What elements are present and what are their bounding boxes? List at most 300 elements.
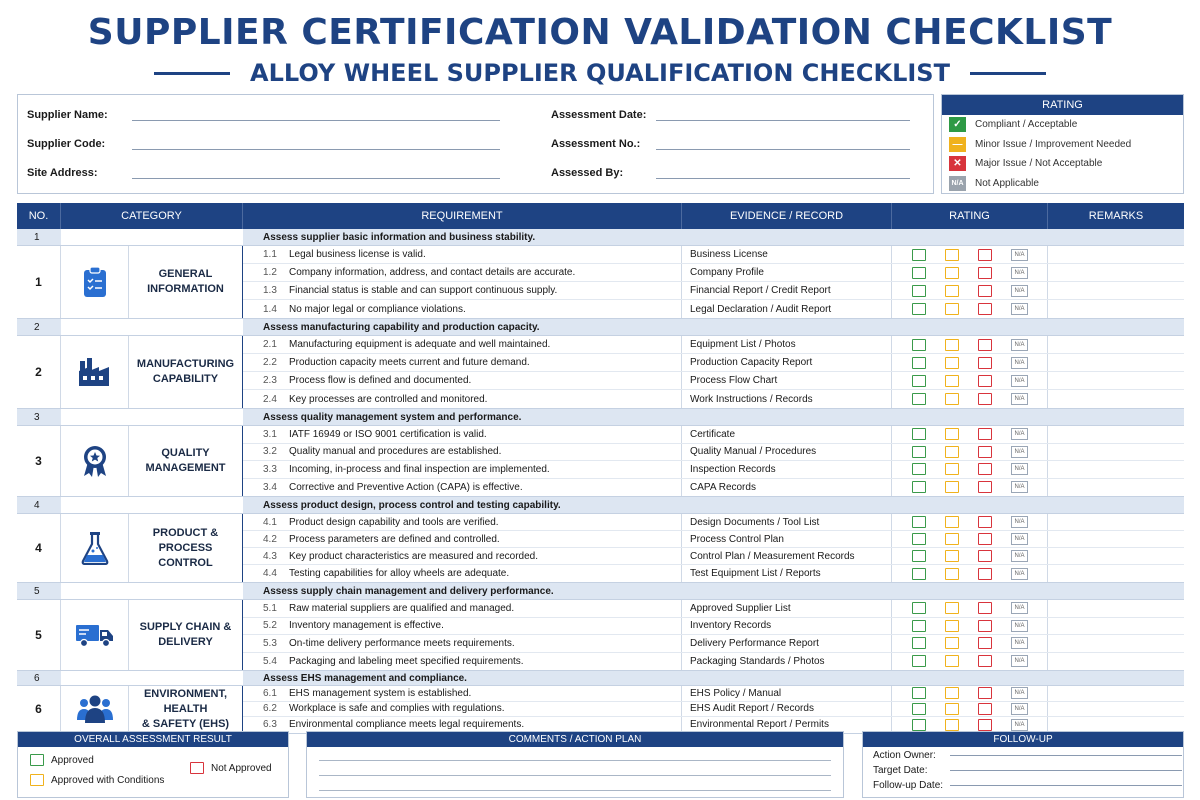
award-ribbon-icon <box>61 426 129 496</box>
rating-cell <box>892 336 1048 353</box>
rating-cell <box>892 282 1048 299</box>
requirement-cell <box>243 390 682 408</box>
requirement-text: Testing capabilities for alloy wheels are adequate. <box>289 568 510 579</box>
requirement-number: 1.3 <box>263 285 277 296</box>
rating-cell <box>892 372 1048 389</box>
rating-minor-checkbox[interactable] <box>945 533 959 545</box>
requirement-number: 3.1 <box>263 428 277 440</box>
requirement-text: Inventory management is effective. <box>289 620 444 632</box>
requirement-number: 2.3 <box>263 375 277 386</box>
table-row <box>243 300 1184 318</box>
evidence-cell: EHS Audit Report / Records <box>682 702 892 717</box>
requirement-text: Product design capability and tools are verified. <box>289 516 499 528</box>
rating-na-checkbox[interactable]: N/A <box>1011 516 1028 528</box>
supplier-code-field[interactable] <box>27 138 500 150</box>
section-number: 1 <box>34 231 40 243</box>
rating-compliant-checkbox[interactable] <box>912 267 926 279</box>
rating-na-checkbox[interactable]: N/A <box>1011 267 1028 279</box>
not-approved-option[interactable] <box>190 762 272 774</box>
assessment-no-field[interactable] <box>551 138 910 150</box>
table-row <box>243 354 1184 372</box>
category-line: MANAGEMENT <box>145 462 226 474</box>
section-header <box>17 671 1184 686</box>
section-number-cell: 6 <box>17 686 61 733</box>
legend-item <box>942 135 1183 155</box>
rating-cell <box>892 264 1048 281</box>
section-header-blank <box>61 319 243 335</box>
requirement-text: Key processes are controlled and monitored. <box>289 393 488 405</box>
target-date-label: Target Date: <box>873 765 928 776</box>
rating-minor-checkbox[interactable] <box>945 267 959 279</box>
comment-line[interactable] <box>319 775 831 776</box>
table-row <box>243 600 1184 618</box>
requirement-cell <box>243 702 682 717</box>
rating-na-checkbox[interactable]: N/A <box>1011 620 1028 632</box>
requirement-number: 3.2 <box>263 446 277 458</box>
requirement-text: Workplace is safe and complies with regulations. <box>289 703 505 715</box>
requirement-number: 1.1 <box>263 249 277 260</box>
section-header <box>17 319 1184 336</box>
requirement-cell <box>243 444 682 461</box>
requirement-cell <box>243 300 682 318</box>
rating-compliant-checkbox[interactable] <box>912 357 926 369</box>
rating-minor-checkbox[interactable] <box>945 481 959 493</box>
rating-major-checkbox[interactable] <box>978 393 992 405</box>
evidence-cell: Company Profile <box>682 264 892 281</box>
rating-cell <box>892 514 1048 530</box>
rating-major-checkbox[interactable] <box>978 533 992 545</box>
approved-checkbox[interactable] <box>30 754 44 766</box>
requirement-number: 2.1 <box>263 339 277 350</box>
rating-compliant-checkbox[interactable] <box>912 463 926 475</box>
rating-minor-checkbox[interactable] <box>945 446 959 458</box>
section-body <box>17 686 1184 734</box>
rating-compliant-checkbox[interactable] <box>912 550 926 562</box>
rating-compliant-checkbox[interactable] <box>912 719 926 731</box>
requirement-cell <box>243 354 682 371</box>
rating-minor-checkbox[interactable] <box>945 703 959 715</box>
requirement-text: No major legal or compliance violations. <box>289 303 466 315</box>
rating-compliant-checkbox[interactable] <box>912 602 926 614</box>
target-date-line[interactable] <box>950 770 1182 771</box>
rating-major-checkbox[interactable] <box>978 267 992 279</box>
rating-major-checkbox[interactable] <box>978 687 992 699</box>
rating-compliant-checkbox[interactable] <box>912 687 926 699</box>
evidence-cell: Approved Supplier List <box>682 600 892 617</box>
requirement-rows <box>243 426 1184 496</box>
requirement-text: Process flow is defined and documented. <box>289 375 472 386</box>
rating-cell <box>892 461 1048 478</box>
table-row <box>243 390 1184 408</box>
requirement-cell <box>243 426 682 443</box>
table-row <box>243 479 1184 497</box>
table-row <box>243 372 1184 390</box>
rating-compliant-checkbox[interactable] <box>912 481 926 493</box>
rating-cell <box>892 548 1048 564</box>
section-header-blank <box>61 583 243 599</box>
site-address-label: Site Address: <box>27 167 98 179</box>
approved-option[interactable] <box>30 754 94 766</box>
supplier-code-line[interactable] <box>132 149 500 150</box>
action-owner-line[interactable] <box>950 755 1182 756</box>
rating-major-checkbox[interactable] <box>978 620 992 632</box>
comment-line[interactable] <box>319 760 831 761</box>
rating-cell <box>892 246 1048 263</box>
category-cell <box>129 426 243 496</box>
requirement-cell <box>243 686 682 701</box>
rating-major-checkbox[interactable] <box>978 285 992 297</box>
category-cell <box>129 514 243 582</box>
section-header <box>17 583 1184 600</box>
rating-minor-checkbox[interactable] <box>945 687 959 699</box>
requirement-cell <box>243 635 682 652</box>
evidence-cell: Process Control Plan <box>682 531 892 547</box>
rating-major-checkbox[interactable] <box>978 719 992 731</box>
follow-up-box <box>862 731 1184 798</box>
evidence-cell: Quality Manual / Procedures <box>682 444 892 461</box>
rating-na-checkbox[interactable]: N/A <box>1011 285 1028 297</box>
requirement-number: 4.1 <box>263 516 277 528</box>
rating-major-checkbox[interactable] <box>978 446 992 458</box>
rating-cell <box>892 426 1048 443</box>
table-header <box>17 203 1184 229</box>
rating-minor-checkbox[interactable] <box>945 339 959 351</box>
rating-compliant-checkbox[interactable] <box>912 655 926 667</box>
requirement-number: 6.2 <box>263 703 277 715</box>
dash-icon: — <box>949 137 966 152</box>
rating-major-checkbox[interactable] <box>978 303 992 315</box>
checklist-table <box>17 203 1184 734</box>
rating-minor-checkbox[interactable] <box>945 516 959 528</box>
category-line: PRODUCT & <box>152 526 219 539</box>
supplier-code-label: Supplier Code: <box>27 138 106 150</box>
action-owner-label: Action Owner: <box>873 750 936 761</box>
rating-major-checkbox[interactable] <box>978 357 992 369</box>
section-number-cell: 1 <box>17 246 61 318</box>
rating-compliant-checkbox[interactable] <box>912 249 926 261</box>
rating-na-checkbox[interactable]: N/A <box>1011 249 1028 261</box>
category-line: CAPABILITY <box>152 373 219 385</box>
subtitle-divider-right <box>970 72 1046 75</box>
table-row <box>243 444 1184 462</box>
evidence-cell: Financial Report / Credit Report <box>682 282 892 299</box>
column-header-evidence: EVIDENCE / RECORD <box>682 203 892 229</box>
evidence-cell: Control Plan / Measurement Records <box>682 548 892 564</box>
rating-na-checkbox[interactable]: N/A <box>1011 637 1028 649</box>
people-icon <box>61 686 129 733</box>
not-approved-checkbox[interactable] <box>190 762 204 774</box>
rating-cell <box>892 565 1048 582</box>
requirement-number: 4.3 <box>263 550 277 562</box>
rating-major-checkbox[interactable] <box>978 428 992 440</box>
section-number: 5 <box>34 585 40 597</box>
approved-with-conditions-checkbox[interactable] <box>30 774 44 786</box>
rating-na-checkbox[interactable]: N/A <box>1011 375 1028 387</box>
assessed-by-field[interactable] <box>551 167 910 179</box>
rating-compliant-checkbox[interactable] <box>912 446 926 458</box>
section-header-blank <box>61 409 243 425</box>
assessment-date-line[interactable] <box>656 120 910 121</box>
rating-major-checkbox[interactable] <box>978 339 992 351</box>
evidence-cell: EHS Policy / Manual <box>682 686 892 701</box>
overall-assessment-box <box>17 731 289 798</box>
subtitle-divider-left <box>154 72 230 75</box>
table-row <box>243 336 1184 354</box>
requirement-cell <box>243 372 682 389</box>
table-row <box>243 426 1184 444</box>
rating-cell <box>892 635 1048 652</box>
rating-minor-checkbox[interactable] <box>945 568 959 580</box>
rating-compliant-checkbox[interactable] <box>912 375 926 387</box>
requirement-text: On-time delivery performance meets requirements. <box>289 637 515 649</box>
rating-minor-checkbox[interactable] <box>945 285 959 297</box>
subtitle-row <box>0 59 1200 87</box>
rating-na-checkbox[interactable]: N/A <box>1011 703 1028 715</box>
rating-minor-checkbox[interactable] <box>945 620 959 632</box>
requirement-cell <box>243 336 682 353</box>
section-objective: Assess product design, process control and testing capability. <box>263 499 561 511</box>
rating-compliant-checkbox[interactable] <box>912 285 926 297</box>
rating-compliant-checkbox[interactable] <box>912 568 926 580</box>
rating-compliant-checkbox[interactable] <box>912 339 926 351</box>
section-objective: Assess manufacturing capability and production capacity. <box>263 321 540 333</box>
target-date-field[interactable] <box>873 765 1182 776</box>
rating-major-checkbox[interactable] <box>978 602 992 614</box>
rating-cell <box>892 300 1048 318</box>
rating-compliant-checkbox[interactable] <box>912 516 926 528</box>
rating-na-checkbox[interactable]: N/A <box>1011 463 1028 475</box>
rating-na-checkbox[interactable]: N/A <box>1011 339 1028 351</box>
rating-compliant-checkbox[interactable] <box>912 620 926 632</box>
category-line: & SAFETY (EHS) <box>141 717 230 730</box>
section-number-cell: 5 <box>17 600 61 670</box>
rating-minor-checkbox[interactable] <box>945 655 959 667</box>
section-body <box>17 246 1184 319</box>
supplier-name-field[interactable] <box>27 109 500 121</box>
rating-na-checkbox[interactable]: N/A <box>1011 550 1028 562</box>
rating-cell <box>892 600 1048 617</box>
comment-line[interactable] <box>319 790 831 791</box>
requirement-cell <box>243 479 682 497</box>
page-title: SUPPLIER CERTIFICATION VALIDATION CHECKLIST <box>87 12 1113 53</box>
rating-major-checkbox[interactable] <box>978 568 992 580</box>
category-line: SUPPLY CHAIN & <box>139 621 232 633</box>
assessment-date-label: Assessment Date: <box>551 109 647 121</box>
section-body <box>17 336 1184 409</box>
requirement-cell <box>243 531 682 547</box>
table-row <box>243 514 1184 531</box>
rating-na-checkbox[interactable]: N/A <box>1011 393 1028 405</box>
rating-major-checkbox[interactable] <box>978 481 992 493</box>
rating-minor-checkbox[interactable] <box>945 249 959 261</box>
follow-up-title: FOLLOW-UP <box>863 732 1183 747</box>
rating-major-checkbox[interactable] <box>978 703 992 715</box>
rating-legend <box>941 94 1184 194</box>
rating-compliant-checkbox[interactable] <box>912 637 926 649</box>
rating-cell <box>892 653 1048 671</box>
comments-title: COMMENTS / ACTION PLAN <box>307 732 843 747</box>
rating-minor-checkbox[interactable] <box>945 357 959 369</box>
requirement-number: 3.4 <box>263 481 277 493</box>
rating-compliant-checkbox[interactable] <box>912 303 926 315</box>
rating-na-checkbox[interactable]: N/A <box>1011 428 1028 440</box>
legend-item <box>942 174 1183 194</box>
rating-minor-checkbox[interactable] <box>945 637 959 649</box>
evidence-cell: Equipment List / Photos <box>682 336 892 353</box>
column-header-requirement: REQUIREMENT <box>243 203 682 229</box>
legend-item-label: Not Applicable <box>975 177 1039 189</box>
rating-na-checkbox[interactable]: N/A <box>1011 687 1028 699</box>
requirement-rows <box>243 686 1184 733</box>
table-row <box>243 653 1184 671</box>
rating-minor-checkbox[interactable] <box>945 463 959 475</box>
rating-legend-title: RATING <box>942 95 1183 115</box>
section-body <box>17 600 1184 671</box>
flask-icon <box>61 514 129 582</box>
rating-na-checkbox[interactable]: N/A <box>1011 568 1028 580</box>
follow-up-date-field[interactable] <box>873 780 1182 791</box>
rating-na-checkbox[interactable]: N/A <box>1011 655 1028 667</box>
rating-cell <box>892 390 1048 408</box>
section-number: 3 <box>34 411 40 423</box>
rating-major-checkbox[interactable] <box>978 550 992 562</box>
requirement-text: Corrective and Preventive Action (CAPA) is effective. <box>289 481 523 493</box>
rating-minor-checkbox[interactable] <box>945 393 959 405</box>
requirement-text: Process parameters are defined and controlled. <box>289 533 500 545</box>
assessment-date-field[interactable] <box>551 109 910 121</box>
table-row <box>243 531 1184 548</box>
requirement-text: Environmental compliance meets legal requirements. <box>289 719 525 731</box>
rating-compliant-checkbox[interactable] <box>912 428 926 440</box>
action-owner-field[interactable] <box>873 750 1182 761</box>
rating-minor-checkbox[interactable] <box>945 602 959 614</box>
section-header-blank <box>61 671 243 685</box>
requirement-cell <box>243 461 682 478</box>
assessed-by-label: Assessed By: <box>551 167 624 179</box>
rating-minor-checkbox[interactable] <box>945 428 959 440</box>
category-line: PROCESS <box>158 541 213 554</box>
rating-cell <box>892 444 1048 461</box>
rating-na-checkbox[interactable]: N/A <box>1011 303 1028 315</box>
table-row <box>243 565 1184 582</box>
requirement-number: 6.3 <box>263 719 277 731</box>
supplier-name-line[interactable] <box>132 120 500 121</box>
table-row <box>243 461 1184 479</box>
rating-cell <box>892 531 1048 547</box>
column-header-remarks: REMARKS <box>1088 210 1144 222</box>
site-address-field[interactable] <box>27 167 500 179</box>
requirement-number: 1.2 <box>263 267 277 278</box>
rating-compliant-checkbox[interactable] <box>912 533 926 545</box>
requirement-number: 5.3 <box>263 637 277 649</box>
requirement-rows <box>243 600 1184 670</box>
rating-major-checkbox[interactable] <box>978 516 992 528</box>
rating-major-checkbox[interactable] <box>978 249 992 261</box>
section-number: 6 <box>34 672 40 684</box>
rating-cell <box>892 354 1048 371</box>
category-cell <box>129 686 243 733</box>
section-number-cell: 4 <box>17 514 61 582</box>
evidence-cell: Delivery Performance Report <box>682 635 892 652</box>
requirement-rows <box>243 246 1184 318</box>
site-address-line[interactable] <box>132 178 500 179</box>
rating-minor-checkbox[interactable] <box>945 719 959 731</box>
rating-minor-checkbox[interactable] <box>945 303 959 315</box>
rating-major-checkbox[interactable] <box>978 375 992 387</box>
rating-na-checkbox[interactable]: N/A <box>1011 446 1028 458</box>
cross-icon: ✕ <box>949 156 966 171</box>
rating-na-checkbox[interactable]: N/A <box>1011 602 1028 614</box>
section-objective: Assess supplier basic information and business stability. <box>263 231 536 243</box>
evidence-cell: Production Capacity Report <box>682 354 892 371</box>
rating-na-checkbox[interactable]: N/A <box>1011 533 1028 545</box>
assessment-no-line[interactable] <box>656 149 910 150</box>
section-header-blank <box>61 497 243 513</box>
follow-up-date-line[interactable] <box>950 785 1182 786</box>
clipboard-icon <box>61 246 129 318</box>
approved-with-conditions-option[interactable] <box>30 774 164 786</box>
overall-assessment-title: OVERALL ASSESSMENT RESULT <box>18 732 288 747</box>
rating-na-checkbox[interactable]: N/A <box>1011 719 1028 731</box>
requirement-text: Quality manual and procedures are established. <box>289 446 502 458</box>
evidence-cell: Process Flow Chart <box>682 372 892 389</box>
category-line: CONTROL <box>158 556 213 569</box>
rating-na-checkbox[interactable]: N/A <box>1011 357 1028 369</box>
rating-major-checkbox[interactable] <box>978 637 992 649</box>
legend-item <box>942 154 1183 174</box>
category-line: GENERAL <box>158 268 213 280</box>
rating-compliant-checkbox[interactable] <box>912 393 926 405</box>
requirement-rows <box>243 514 1184 582</box>
section-number: 2 <box>34 321 40 333</box>
comments-box[interactable] <box>306 731 844 798</box>
requirement-cell <box>243 618 682 635</box>
evidence-cell: Inspection Records <box>682 461 892 478</box>
column-header-no: NO. <box>17 203 61 229</box>
evidence-cell: Work Instructions / Records <box>682 390 892 408</box>
legend-item-label: Compliant / Acceptable <box>975 119 1078 131</box>
legend-item-label: Minor Issue / Improvement Needed <box>975 138 1132 150</box>
page-subtitle: ALLOY WHEEL SUPPLIER QUALIFICATION CHECKLIST <box>250 59 950 87</box>
requirement-number: 5.1 <box>263 602 277 614</box>
rating-minor-checkbox[interactable] <box>945 375 959 387</box>
requirement-number: 1.4 <box>263 303 277 315</box>
assessed-by-line[interactable] <box>656 178 910 179</box>
evidence-cell: Test Equipment List / Reports <box>682 565 892 582</box>
evidence-cell: CAPA Records <box>682 479 892 497</box>
column-header-category: CATEGORY <box>61 203 243 229</box>
category-cell <box>129 600 243 670</box>
category-cell <box>129 336 243 408</box>
truck-icon <box>61 600 129 670</box>
approved-with-conditions-label: Approved with Conditions <box>51 774 165 786</box>
category-line: ENVIRONMENT, HEALTH <box>143 687 228 715</box>
requirement-text: Financial status is stable and can support continuous supply. <box>289 285 558 296</box>
column-header-rating: RATING <box>892 203 1048 229</box>
rating-minor-checkbox[interactable] <box>945 550 959 562</box>
section-header <box>17 229 1184 246</box>
table-row <box>243 264 1184 282</box>
rating-compliant-checkbox[interactable] <box>912 703 926 715</box>
requirement-cell <box>243 600 682 617</box>
category-line: INFORMATION <box>147 283 224 295</box>
rating-major-checkbox[interactable] <box>978 463 992 475</box>
requirement-text: Raw material suppliers are qualified and managed. <box>289 602 515 614</box>
rating-major-checkbox[interactable] <box>978 655 992 667</box>
legend-item-label: Major Issue / Not Acceptable <box>975 158 1103 170</box>
table-row <box>243 635 1184 653</box>
rating-na-checkbox[interactable]: N/A <box>1011 481 1028 493</box>
